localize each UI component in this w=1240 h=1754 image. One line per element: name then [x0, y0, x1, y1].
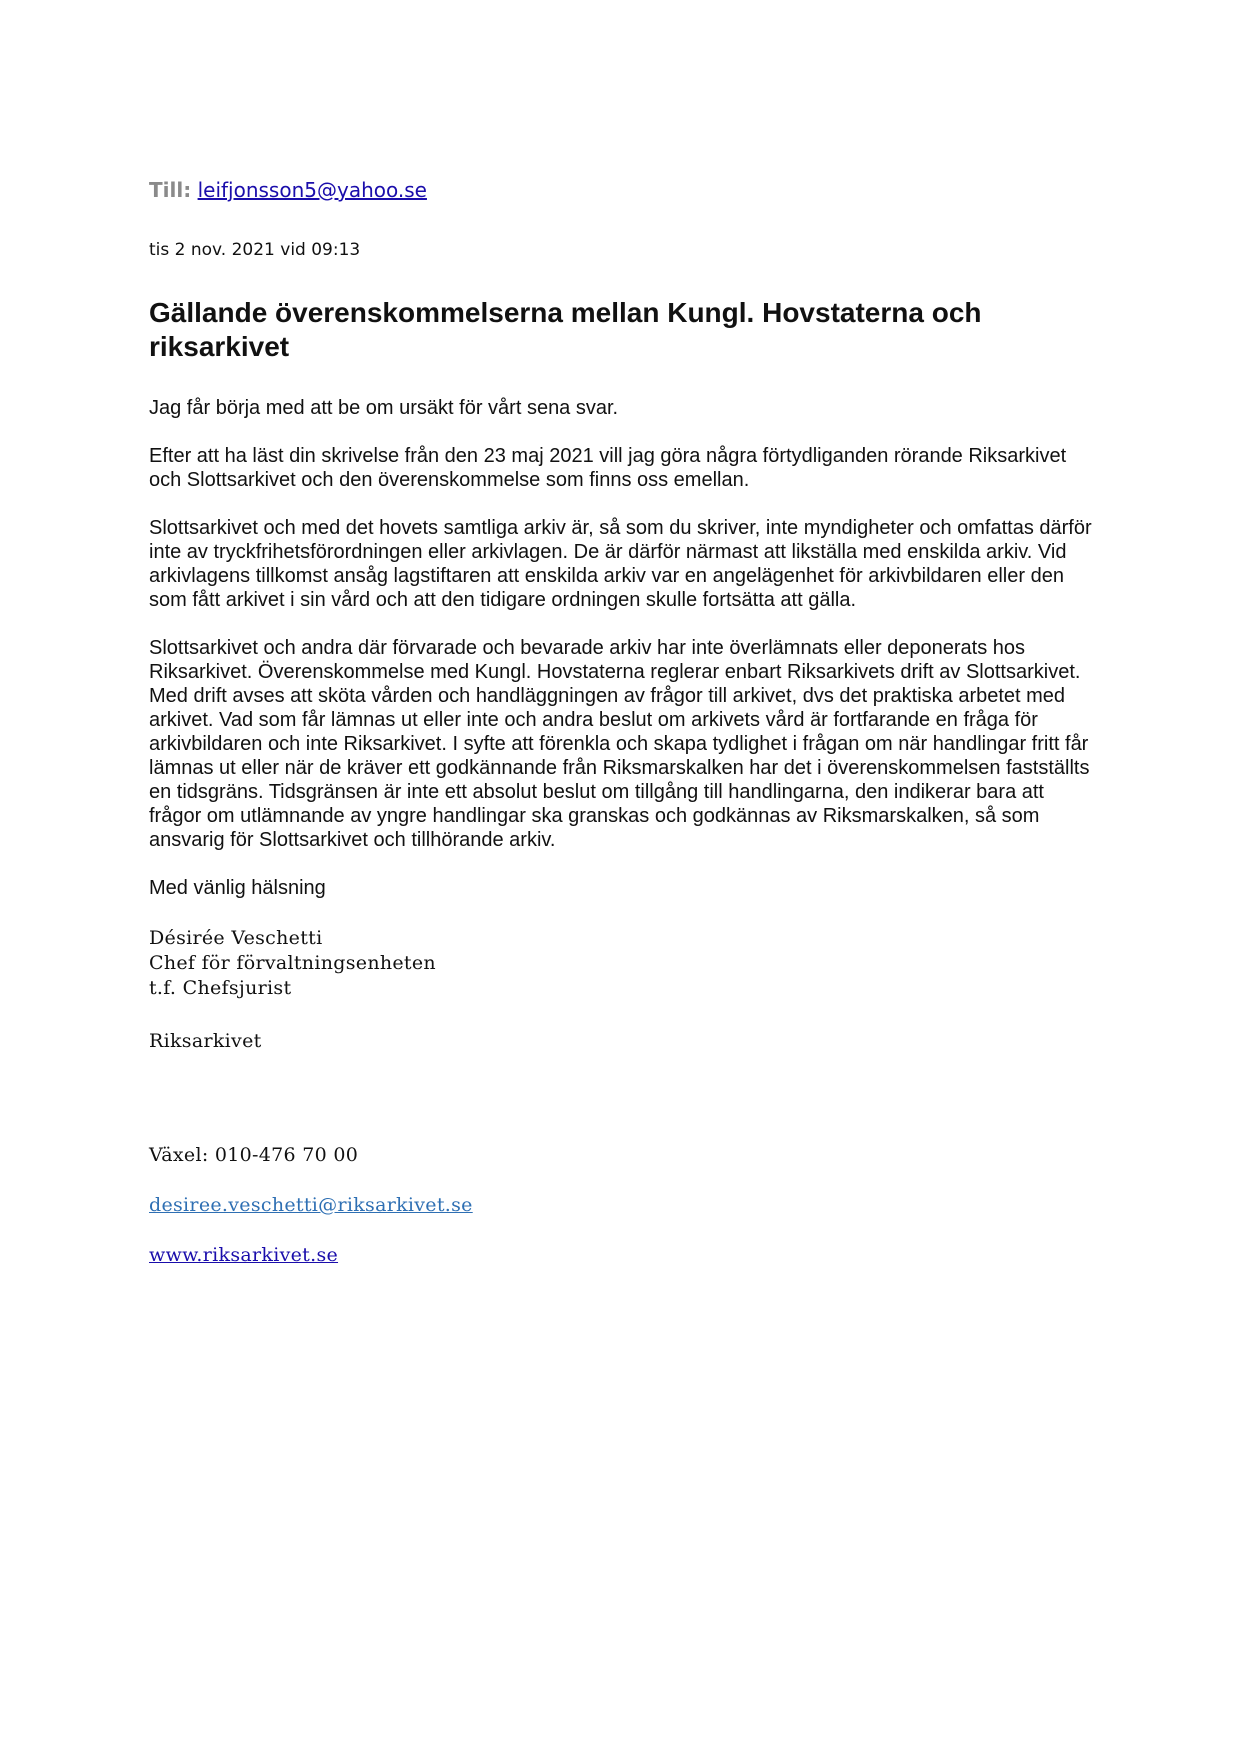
phone-number: Växel: 010-476 70 00	[149, 1144, 359, 1166]
signature-organization: Riksarkivet	[149, 1030, 262, 1052]
body-paragraph: Jag får börja med att be om ursäkt för vårt sena svar.	[149, 397, 619, 419]
body-paragraph: Slottsarkivet och med det hovets samtliga arkiv är, så som du skriver, inte myndigheter och omfattas därför inte av tryckfrihetsförordningen eller arkivlagen. De är därför närmast att likställa med enskilda arkiv. Vid arkivlagens tillkomst ansåg lagstiftaren att enskilda arkiv var en angelägenhet för arkivbildaren eller den som fått arkivet i sin vård och att den tidigare ordningen skulle fortsätta att gälla.	[149, 517, 1092, 611]
closing-greeting: Med vänlig hälsning	[149, 877, 326, 899]
to-label: Till:	[149, 178, 192, 202]
signature-role: t.f. Chefsjurist	[149, 977, 292, 999]
sent-date: tis 2 nov. 2021 vid 09:13	[149, 240, 361, 260]
recipient-line	[149, 178, 1099, 202]
body-paragraph: Slottsarkivet och andra där förvarade och bevarade arkiv har inte överlämnats eller deponerats hos Riksarkivet. Överenskommelse med Kungl. Hovstaterna reglerar enbart Riksarkivets drift av Slottsarkivet. Med drift avses att sköta vården och handläggningen av frågor till arkivet, dvs det praktiska arbetet med arkivet. Vad som får lämnas ut eller inte och andra beslut om arkivets vård är fortfarande en fråga för arkivbildaren och inte Riksarkivet. I syfte att förenkla och skapa tydlighet i frågan om när handlingar fritt får lämnas ut eller när de kräver ett godkännande från Riksmarskalken har det i överenskommelsen fastställts en tidsgräns. Tidsgränsen är inte ett absolut beslut om tillgång till handlingarna, den indikerar bara att frågor om utlämnande av yngre handlingar ska granskas och godkännas av Riksmarskalken, så som ansvarig för Slottsarkivet och tillhörande arkiv.	[149, 637, 1090, 851]
signature-block	[149, 926, 1099, 1054]
signature-name: Désirée Veschetti	[149, 927, 323, 949]
email-subject: Gällande överenskommelserna mellan Kungl. Hovstaterna och riksarkivet	[149, 297, 982, 362]
email-body	[149, 396, 1099, 852]
contact-block	[149, 1144, 1099, 1266]
contact-email-link[interactable]: desiree.veschetti@riksarkivet.se	[149, 1194, 473, 1216]
signature-title: Chef för förvaltningsenheten	[149, 952, 436, 974]
body-paragraph: Efter att ha läst din skrivelse från den 23 maj 2021 vill jag göra några förtydliganden rörande Riksarkivet och Slottsarkivet och den överenskommelse som finns oss emellan.	[149, 445, 1067, 491]
website-link[interactable]: www.riksarkivet.se	[149, 1244, 339, 1266]
recipient-email-link[interactable]: leifjonsson5@yahoo.se	[197, 178, 427, 202]
email-content	[149, 178, 1099, 1294]
